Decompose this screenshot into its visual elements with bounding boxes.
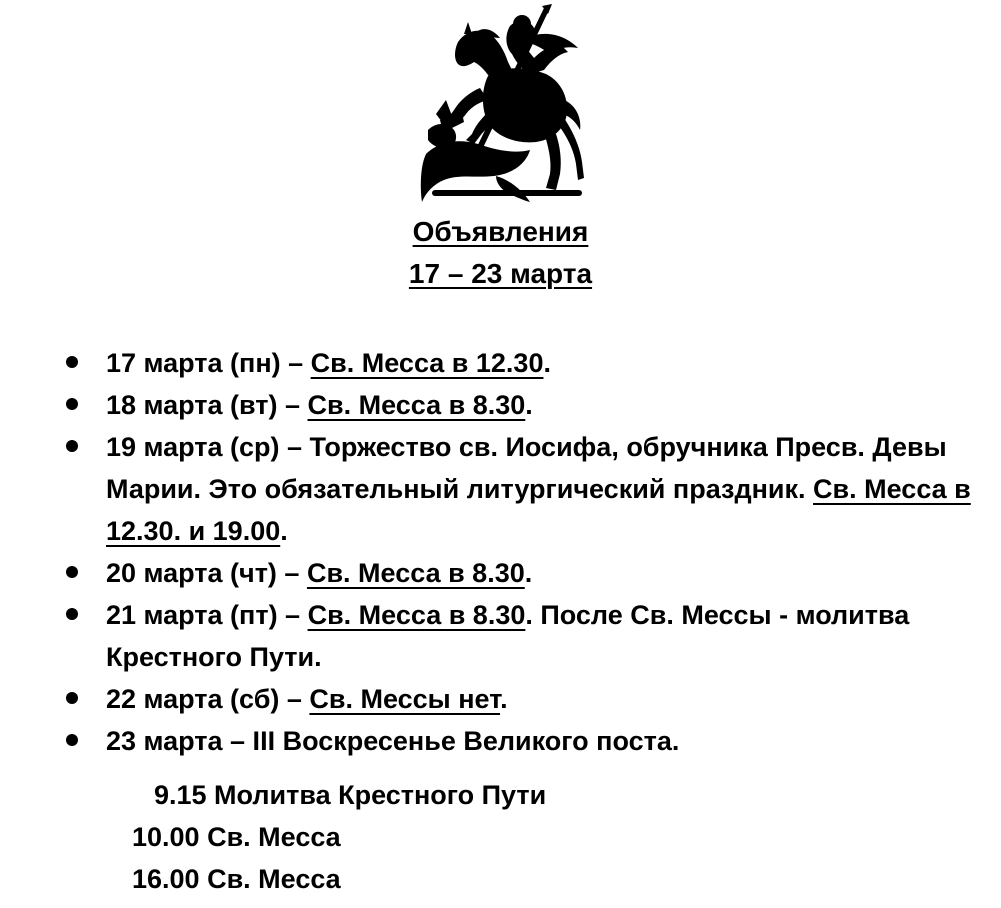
bullet-icon [66,398,78,410]
bullet-icon [66,608,78,620]
bullet-icon [66,734,78,746]
item-tail: . [524,558,533,588]
bullet-icon [66,566,78,578]
dates-text: 17 – 23 марта [408,258,593,289]
item-tail: . [543,348,551,378]
item-tail: . [500,684,508,714]
schedule-line-stations: 9.15 Молитва Крестного Пути [154,780,547,810]
item-text: 22 марта (сб) – [106,684,310,714]
item-text: 20 марта (чт) – [106,558,307,588]
item-tail: . [280,516,288,546]
bullet-icon [66,356,78,368]
bullet-icon [66,440,78,452]
list-item [0,342,1001,384]
title-text: Объявления [412,216,589,247]
mass-time: Св. Месса в 8.30 [307,600,526,630]
item-tail: . После Св. Мессы - молитва Крестного Пути. [106,600,910,672]
item-text: 23 марта – III Воскресенье Великого поста. [106,726,680,756]
announcements-dates [0,256,1001,292]
announcements-title [0,214,1001,250]
item-text: 19 марта (ср) – Торжество св. Иосифа, обручника Пресв. Девы Марии. Это обязательный литургический праздник. [106,432,947,504]
list-item [0,594,1001,678]
item-text: 21 марта (пт) – [106,600,308,630]
list-item [0,384,1001,426]
bullet-icon [66,692,78,704]
item-text: 17 марта (пн) – [106,348,311,378]
list-item [0,678,1001,720]
list-item [0,720,1001,762]
item-text: 18 марта (вт) – [106,390,308,420]
list-item [0,426,1001,552]
mass-time: Св. Месса в 8.30 [306,558,525,588]
announcement-list [0,342,1001,762]
list-item [0,552,1001,594]
mass-time: Св. Месса в 12.30. и 19.00 [106,474,971,546]
item-tail: . [525,390,533,420]
mass-time: Св. Месса в 12.30 [310,348,544,378]
schedule-line-mass-1000: 10.00 Св. Месса [132,822,341,852]
mass-time: Св. Мессы нет [309,684,501,714]
schedule-line-mass-1600: 16.00 Св. Месса [132,864,341,894]
saint-george-dragon-icon [418,4,584,210]
mass-time: Св. Месса в 8.30 [307,390,526,420]
